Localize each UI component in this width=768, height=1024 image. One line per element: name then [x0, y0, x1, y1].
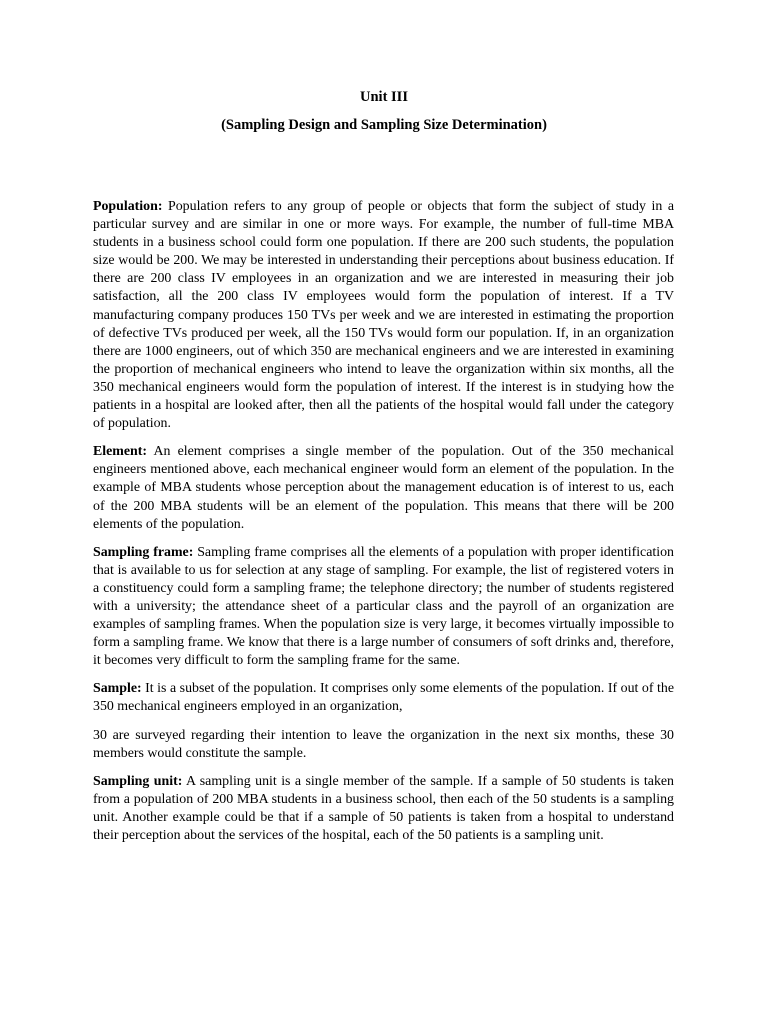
element-text: An element comprises a single member of the population. Out of the 350 mechanical engineers mentioned above, each mechanical engineer would form an element of the population. In the example of MBA students whose perception about the management education is of interest to us, each of the 200 MBA students will be an element of the population. This means that there will be 200 elements of the population.: [93, 444, 674, 532]
sample-paragraph: [93, 680, 674, 716]
element-paragraph: [93, 443, 674, 533]
sampling-frame-paragraph: [93, 544, 674, 671]
unit-subtitle: (Sampling Design and Sampling Size Determination): [221, 117, 547, 133]
population-term: Population:: [93, 199, 163, 214]
population-paragraph: [93, 198, 674, 433]
sampling-frame-text: Sampling frame comprises all the elements of a population with proper identification that is available to us for selection at any stage of sampling. For example, the list of registered voters in a constituency could form a sampling frame; the telephone directory; the number of students registered with a university; the attendance sheet of a particular class and the payroll of an organization are examples of sampling frames. When the population size is very large, it becomes virtually impossible to form a sampling frame. We know that there is a large number of consumers of soft drinks and, therefore, it becomes very difficult to form the sampling frame for the same.: [93, 544, 674, 669]
sample-continuation-text: 30 are surveyed regarding their intention to leave the organization in the next six months, these 30 members would constitute the sample.: [93, 727, 674, 761]
element-term: Element:: [93, 444, 148, 460]
sampling-frame-term: Sampling frame:: [93, 544, 194, 560]
sampling-unit-term: Sampling unit:: [93, 773, 183, 789]
sample-text: It is a subset of the population. It comprises only some elements of the population. If out of the 350 mechanical engineers employed in an organization,: [93, 681, 674, 715]
sampling-unit-paragraph: [93, 773, 674, 845]
unit-heading: Unit III: [360, 89, 408, 105]
population-text: Population refers to any group of people or objects that form the subject of study in a particular survey and are similar in one or more ways. For example, the number of full-time MBA students in a business school could form one population. If there are 200 such students, the population size would be 200. We may be interested in understanding their perceptions about business education. If there are 200 class IV employees in an organization and we are interested in measuring their job satisfaction, all the 200 class IV employees would form the population of interest. If a TV manufacturing company produces 150 TVs per week and we are interested in estimating the proportion of defective TVs produced per week, all the 150 TVs would form our population. If, in an organization there are 1000 engineers, out of which 350 are mechanical engineers and we are interested in examining the proportion of mechanical engineers who intend to leave the organization within six months, all the 350 mechanical engineers would form the population of interest. If the interest is in studying how the patients in a hospital are looked after, then all the patients of the hospital would fall under the category of population.: [93, 199, 674, 432]
sample-continuation-paragraph: [93, 727, 674, 763]
document-body: [93, 198, 674, 855]
sample-term: Sample:: [93, 681, 142, 697]
sampling-unit-text: A sampling unit is a single member of the sample. If a sample of 50 students is taken from a population of 200 MBA students in a business school, then each of the 50 students is a sampling unit. Another example could be that if a sample of 50 patients is taken from a hospital to understand their perception about the services of the hospital, each of the 50 patients is a sampling unit.: [93, 773, 674, 843]
